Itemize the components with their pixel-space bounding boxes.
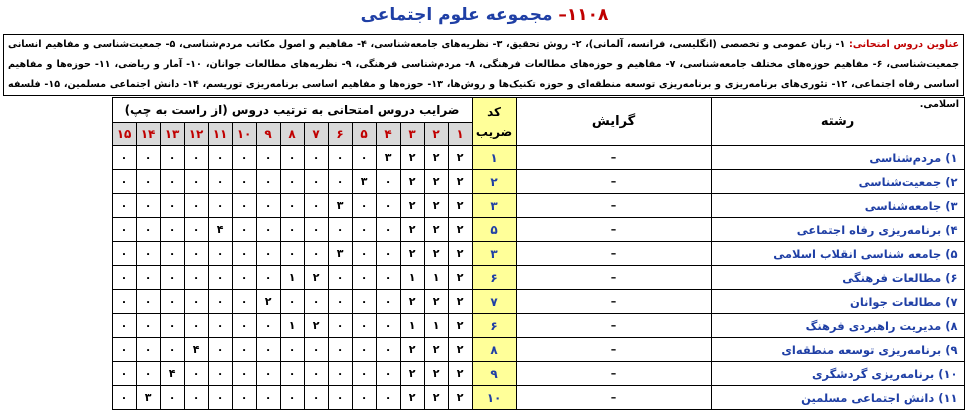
header-course-2: ۲	[424, 123, 448, 146]
coefficient-cell: ۰	[256, 386, 280, 410]
coefficient-cell: ۲	[424, 146, 448, 170]
coefficient-cell: ۰	[280, 218, 304, 242]
coefficient-cell: ۰	[232, 362, 256, 386]
coefficient-cell: ۲	[304, 314, 328, 338]
header-course-13: ۱۳	[160, 123, 184, 146]
coefficient-cell: ۰	[256, 338, 280, 362]
coefficient-cell: ۰	[208, 362, 232, 386]
coefficient-cell: ۲	[448, 290, 472, 314]
coefficient-cell: ۰	[136, 170, 160, 194]
coefficient-code: ۹	[472, 362, 516, 386]
table-row	[3, 338, 964, 362]
coefficient-cell: ۲	[424, 386, 448, 410]
coefficient-cell: ۱	[400, 266, 424, 290]
coefficient-cell: ۱	[424, 314, 448, 338]
field-name: ۳) جامعه‌شناسی	[711, 194, 964, 218]
header-course-8: ۸	[280, 123, 304, 146]
coefficient-cell: ۰	[376, 386, 400, 410]
coefficient-cell: ۰	[208, 170, 232, 194]
trend-value: –	[516, 194, 711, 218]
header-course-3: ۳	[400, 123, 424, 146]
coefficient-cell: ۰	[304, 218, 328, 242]
field-name: ۶) مطالعات فرهنگی	[711, 266, 964, 290]
coefficient-cell: ۰	[112, 146, 136, 170]
coefficient-cell: ۰	[280, 362, 304, 386]
blank-cell	[3, 290, 112, 314]
coefficient-cell: ۲	[448, 146, 472, 170]
header-course-4: ۴	[376, 123, 400, 146]
coefficient-cell: ۰	[376, 290, 400, 314]
coefficient-cell: ۰	[376, 362, 400, 386]
coefficient-cell: ۲	[448, 218, 472, 242]
blank-cell	[3, 362, 112, 386]
coefficient-cell: ۰	[376, 194, 400, 218]
coefficient-cell: ۳	[328, 242, 352, 266]
coefficient-cell: ۰	[256, 170, 280, 194]
coefficient-cell: ۲	[424, 290, 448, 314]
page-title	[0, 2, 969, 28]
coefficient-cell: ۰	[232, 266, 256, 290]
field-name: ۱) مردم‌شناسی	[711, 146, 964, 170]
field-name: ۹) برنامه‌ریزی توسعه منطقه‌ای	[711, 338, 964, 362]
blank-cell	[3, 338, 112, 362]
coefficient-cell: ۳	[328, 194, 352, 218]
coefficient-cell: ۰	[256, 146, 280, 170]
coefficient-cell: ۰	[280, 242, 304, 266]
table-row	[3, 146, 964, 170]
coefficient-cell: ۰	[112, 290, 136, 314]
coefficient-cell: ۰	[208, 194, 232, 218]
trend-value: –	[516, 386, 711, 410]
coefficient-code: ۱۰	[472, 386, 516, 410]
coefficient-cell: ۰	[112, 338, 136, 362]
coefficient-cell: ۰	[112, 218, 136, 242]
coefficient-cell: ۰	[112, 266, 136, 290]
coefficient-code: ۵	[472, 218, 516, 242]
coefficient-cell: ۰	[184, 218, 208, 242]
field-name: ۸) مدیریت راهبردی فرهنگ	[711, 314, 964, 338]
coefficient-cell: ۰	[184, 386, 208, 410]
coefficient-cell: ۲	[400, 146, 424, 170]
field-name: ۱۱) دانش اجتماعی مسلمین	[711, 386, 964, 410]
table-row	[3, 290, 964, 314]
table-row	[3, 314, 964, 338]
coefficient-cell: ۰	[112, 170, 136, 194]
trend-value: –	[516, 338, 711, 362]
blank-cell	[3, 218, 112, 242]
coefficient-code: ۶	[472, 314, 516, 338]
header-course-12: ۱۲	[184, 123, 208, 146]
trend-value: –	[516, 146, 711, 170]
trend-value: –	[516, 266, 711, 290]
coefficient-cell: ۲	[400, 242, 424, 266]
coefficient-cell: ۲	[400, 218, 424, 242]
coefficient-cell: ۰	[352, 338, 376, 362]
coefficient-cell: ۴	[184, 338, 208, 362]
exam-subjects-label: عناوین دروس امتحانی:	[849, 39, 959, 50]
coefficient-cell: ۳	[352, 170, 376, 194]
header-course-5: ۵	[352, 123, 376, 146]
blank-cell	[3, 242, 112, 266]
coefficient-cell: ۰	[328, 362, 352, 386]
trend-value: –	[516, 290, 711, 314]
coefficient-cell: ۳	[376, 146, 400, 170]
coefficient-cell: ۲	[424, 362, 448, 386]
coefficient-cell: ۰	[208, 146, 232, 170]
coefficient-cell: ۰	[280, 170, 304, 194]
header-course-11: ۱۱	[208, 123, 232, 146]
blank-cell	[3, 170, 112, 194]
coefficient-cell: ۱	[280, 314, 304, 338]
coefficient-cell: ۲	[448, 170, 472, 194]
coefficient-cell: ۰	[208, 338, 232, 362]
trend-value: –	[516, 218, 711, 242]
coefficient-cell: ۰	[232, 314, 256, 338]
coefficient-cell: ۰	[160, 290, 184, 314]
coefficient-cell: ۰	[328, 290, 352, 314]
coefficient-cell: ۰	[232, 146, 256, 170]
coefficient-cell: ۰	[136, 266, 160, 290]
coefficient-cell: ۰	[160, 194, 184, 218]
coefficient-cell: ۰	[136, 194, 160, 218]
field-name: ۴) برنامه‌ریزی رفاه اجتماعی	[711, 218, 964, 242]
coefficient-cell: ۰	[376, 242, 400, 266]
blank-cell	[3, 146, 112, 170]
header-course-6: ۶	[328, 123, 352, 146]
coefficient-cell: ۰	[232, 386, 256, 410]
coefficient-cell: ۰	[256, 362, 280, 386]
coefficient-cell: ۲	[424, 170, 448, 194]
coefficient-cell: ۱	[400, 314, 424, 338]
coefficient-cell: ۰	[304, 338, 328, 362]
coefficient-cell: ۰	[136, 218, 160, 242]
coefficient-cell: ۲	[424, 242, 448, 266]
coefficient-cell: ۰	[352, 314, 376, 338]
coefficient-cell: ۰	[328, 266, 352, 290]
field-name: ۲) جمعیت‌شناسی	[711, 170, 964, 194]
coefficient-cell: ۲	[448, 242, 472, 266]
coefficient-cell: ۰	[352, 194, 376, 218]
blank-cell	[3, 194, 112, 218]
coefficient-cell: ۲	[424, 218, 448, 242]
coefficient-code: ۳	[472, 194, 516, 218]
coefficient-cell: ۰	[352, 362, 376, 386]
coefficient-cell: ۲	[400, 170, 424, 194]
coefficient-cell: ۰	[256, 194, 280, 218]
coefficient-cell: ۲	[400, 290, 424, 314]
coefficient-cell: ۰	[304, 386, 328, 410]
coefficient-cell: ۲	[448, 362, 472, 386]
coefficient-cell: ۰	[160, 170, 184, 194]
coefficient-cell: ۰	[328, 146, 352, 170]
coefficient-cell: ۰	[304, 146, 328, 170]
coefficient-cell: ۰	[136, 314, 160, 338]
coefficient-cell: ۰	[208, 314, 232, 338]
coefficient-code: ۶	[472, 266, 516, 290]
trend-value: –	[516, 242, 711, 266]
coefficient-cell: ۰	[232, 170, 256, 194]
coefficient-cell: ۰	[304, 290, 328, 314]
coefficient-cell: ۰	[184, 314, 208, 338]
header-coefficients: ضرایب دروس امتحانی به ترتیب دروس (از راست به چپ)	[112, 98, 472, 123]
trend-value: –	[516, 170, 711, 194]
coefficient-cell: ۲	[424, 194, 448, 218]
table-row	[3, 194, 964, 218]
coefficient-cell: ۰	[184, 266, 208, 290]
coefficient-cell: ۰	[376, 338, 400, 362]
coefficient-cell: ۰	[136, 146, 160, 170]
coefficient-cell: ۲	[448, 386, 472, 410]
blank-cell	[3, 314, 112, 338]
blank-cell	[3, 266, 112, 290]
header-field: رشته	[711, 98, 964, 146]
header-course-15: ۱۵	[112, 123, 136, 146]
coefficient-cell: ۰	[256, 314, 280, 338]
coefficient-cell: ۰	[376, 218, 400, 242]
coefficient-cell: ۳	[136, 386, 160, 410]
coefficient-cell: ۰	[112, 362, 136, 386]
coefficient-cell: ۰	[160, 338, 184, 362]
coefficient-cell: ۰	[112, 386, 136, 410]
coefficient-cell: ۰	[160, 386, 184, 410]
coefficient-cell: ۰	[232, 338, 256, 362]
coefficient-code: ۳	[472, 242, 516, 266]
coefficient-cell: ۰	[208, 242, 232, 266]
coefficient-cell: ۴	[160, 362, 184, 386]
coefficient-cell: ۰	[208, 290, 232, 314]
coefficient-cell: ۲	[400, 338, 424, 362]
title-name: مجموعه علوم اجتماعی	[360, 5, 553, 25]
coefficient-cell: ۰	[280, 338, 304, 362]
coefficient-cell: ۰	[160, 314, 184, 338]
header-course-7: ۷	[304, 123, 328, 146]
header-course-9: ۹	[256, 123, 280, 146]
coefficient-cell: ۰	[280, 386, 304, 410]
coefficient-cell: ۰	[208, 266, 232, 290]
header-course-14: ۱۴	[136, 123, 160, 146]
coefficient-cell: ۰	[160, 146, 184, 170]
field-name: ۷) مطالعات جوانان	[711, 290, 964, 314]
coefficient-cell: ۰	[136, 362, 160, 386]
coefficient-cell: ۰	[184, 362, 208, 386]
coefficient-cell: ۰	[328, 314, 352, 338]
title-dash: –	[558, 5, 567, 25]
blank-area	[3, 98, 112, 146]
coefficient-cell: ۰	[280, 146, 304, 170]
coefficient-cell: ۰	[184, 146, 208, 170]
table-row	[3, 386, 964, 410]
coefficient-cell: ۰	[280, 290, 304, 314]
table-row	[3, 362, 964, 386]
coefficient-cell: ۰	[184, 290, 208, 314]
field-name: ۱۰) برنامه‌ریزی گردشگری	[711, 362, 964, 386]
coefficient-cell: ۰	[304, 362, 328, 386]
coefficients-table	[3, 97, 965, 410]
coefficient-cell: ۰	[376, 314, 400, 338]
coefficient-cell: ۰	[328, 170, 352, 194]
coefficient-cell: ۰	[280, 194, 304, 218]
exam-subjects-text: ۱- زبان عمومی و تخصصی (انگلیسی، فرانسه، آلمانی)، ۲- روش تحقیق، ۳- نظریه‌های جامعه‌شناسی، ۴- مفاهیم و اصول مکاتب مردم‌شناسی، ۵- جمعیت‌شناسی و مفاهیم انسانی جمعیت‌شناسی، ۶- مفاهیم حوزه‌های مختلف جامعه‌شناسی، ۷- مفاهیم و حوزه‌های مطالعات فرهنگی، ۸- مردم‌شناسی فرهنگی، ۹- نظریه‌های مطالعات جوانان، ۱۰- آمار و ریاضی، ۱۱- حوزه‌ها و مفاهیم اساسی رفاه اجتماعی، ۱۲- تئوری‌های برنامه‌ریزی و برنامه‌ریزی توسعه منطقه‌ای و حوزه تکنیک‌ها و روش‌ها، ۱۳- حوزه‌ها و مفاهیم اساسی برنامه‌ریزی توریسم، ۱۴- دانش اجتماعی مسلمین، ۱۵- فلسفه اسلامی.	[8, 39, 959, 110]
coefficient-cell: ۰	[112, 314, 136, 338]
coefficient-cell: ۰	[376, 170, 400, 194]
coefficient-cell: ۰	[328, 218, 352, 242]
coefficient-cell: ۰	[112, 242, 136, 266]
coefficient-cell: ۰	[328, 338, 352, 362]
coefficient-cell: ۰	[160, 242, 184, 266]
coefficient-cell: ۲	[304, 266, 328, 290]
coefficient-cell: ۰	[184, 242, 208, 266]
coefficient-cell: ۰	[376, 266, 400, 290]
table-row	[3, 242, 964, 266]
coefficient-cell: ۰	[328, 386, 352, 410]
coefficient-cell: ۲	[400, 386, 424, 410]
coefficient-cell: ۰	[304, 242, 328, 266]
coefficient-cell: ۰	[136, 290, 160, 314]
coefficient-cell: ۲	[448, 194, 472, 218]
coefficient-cell: ۰	[208, 386, 232, 410]
coefficient-cell: ۱	[424, 266, 448, 290]
coefficient-cell: ۲	[256, 290, 280, 314]
coefficient-cell: ۰	[232, 218, 256, 242]
coefficient-cell: ۰	[256, 218, 280, 242]
coefficient-cell: ۰	[232, 242, 256, 266]
table-row	[3, 170, 964, 194]
coefficient-cell: ۰	[184, 170, 208, 194]
trend-value: –	[516, 314, 711, 338]
field-name: ۵) جامعه شناسی انقلاب اسلامی	[711, 242, 964, 266]
table-row	[3, 266, 964, 290]
coefficient-cell: ۰	[352, 218, 376, 242]
coefficient-code: ۲	[472, 170, 516, 194]
coefficient-cell: ۲	[400, 362, 424, 386]
coefficient-cell: ۰	[352, 146, 376, 170]
coefficient-cell: ۴	[208, 218, 232, 242]
coefficient-cell: ۰	[352, 386, 376, 410]
coefficient-code: ۸	[472, 338, 516, 362]
coefficient-cell: ۰	[112, 194, 136, 218]
coefficient-cell: ۰	[136, 338, 160, 362]
header-trend: گرایش	[516, 98, 711, 146]
coefficient-cell: ۰	[232, 290, 256, 314]
coefficient-cell: ۲	[400, 194, 424, 218]
coefficient-cell: ۰	[304, 194, 328, 218]
header-course-10: ۱۰	[232, 123, 256, 146]
header-code: کد ضریب	[472, 98, 516, 146]
title-code: ۱۱۰۸	[566, 5, 609, 25]
coefficient-cell: ۰	[304, 170, 328, 194]
coefficient-cell: ۰	[184, 194, 208, 218]
coefficient-cell: ۱	[280, 266, 304, 290]
coefficient-cell: ۰	[232, 194, 256, 218]
coefficient-cell: ۰	[256, 266, 280, 290]
coefficient-cell: ۰	[160, 218, 184, 242]
trend-value: –	[516, 362, 711, 386]
coefficient-cell: ۰	[352, 242, 376, 266]
coefficient-code: ۷	[472, 290, 516, 314]
header-course-1: ۱	[448, 123, 472, 146]
coefficient-cell: ۰	[256, 242, 280, 266]
coefficient-code: ۱	[472, 146, 516, 170]
coefficient-cell: ۰	[352, 266, 376, 290]
coefficient-cell: ۰	[136, 242, 160, 266]
coefficient-cell: ۰	[160, 266, 184, 290]
coefficient-cell: ۲	[424, 338, 448, 362]
coefficient-cell: ۲	[448, 266, 472, 290]
table-row	[3, 218, 964, 242]
coefficient-cell: ۰	[352, 290, 376, 314]
coefficient-cell: ۲	[448, 314, 472, 338]
coefficient-cell: ۲	[448, 338, 472, 362]
blank-cell	[3, 386, 112, 410]
